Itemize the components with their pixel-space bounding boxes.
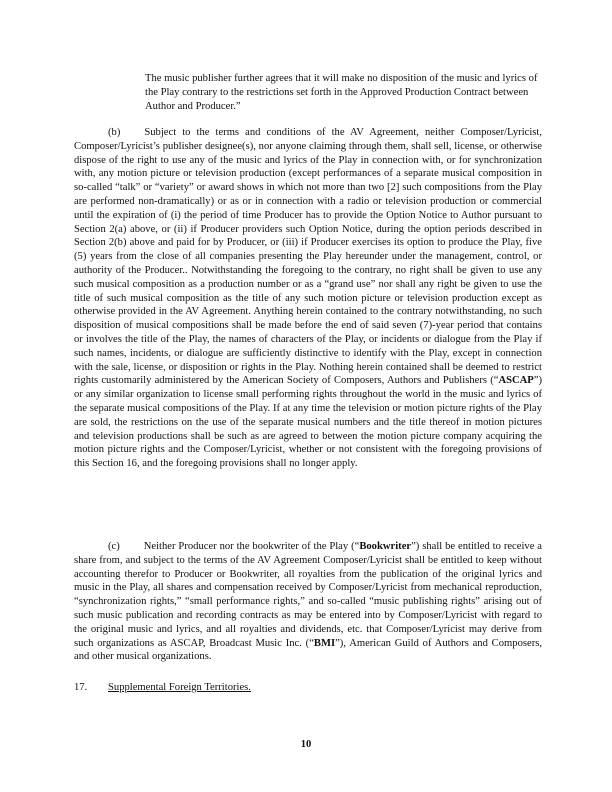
paragraph-c-label: (c): [108, 541, 120, 552]
quoted-paragraph: The music publisher further agrees that it will make no disposition of the music and lyrics of the Play contrary to the restrictions set forth in the Approved Production Contract between Author and Producer.”: [145, 73, 538, 112]
page-number: 10: [300, 739, 312, 750]
section-17-heading: [74, 681, 542, 695]
paragraph-c-text-after: ”), American Guild of Authors and Composers, and other musical organizations.: [74, 637, 543, 663]
paragraph-c-text-before: Neither Producer nor the bookwriter of the Play (“: [143, 541, 360, 552]
bmi-term: BMI: [313, 637, 336, 649]
paragraph-b-text-after: ”) or any similar organization to license small performing rights throughout the world in the music and lyrics of the separate musical compositions of the Play. If at any time the television or motion picture rights of the Play are sold, the restrictions on the use of the separate musical numbers and the title thereof in motion pictures and television productions shall be such as are agreed to between the motion picture company acquiring the motion picture rights and the Composer/Lyricist, whether or not consistent with the foregoing provisions of this Section 16, and the foregoing provisions shall no longer apply.: [74, 375, 542, 470]
ascap-term: ASCAP: [498, 375, 534, 387]
section-17-title: Supplemental Foreign Territories.: [108, 682, 251, 693]
paragraph-b-text: Subject to the terms and conditions of the AV Agreement, neither Composer/Lyricist, Composer/Lyricist’s publisher designee(s), nor anyone claiming through them, shall sell, license, or otherwise dispose of the right to use any of the music and lyrics of the Play in connection with, or for synchronization with, any motion picture or television production (except performances of a separate musical composition in so-called “talk” or “variety” or award shows in which not more than two [2] such compositions from the Play are performed non-dramatically) or as or in connection with a radio or television production or commercial until the expiration of (i) the period of time Producer has to provide the Option Notice to Author pursuant to Section 2(a) above, or (ii) if Producer providers such Option Notice, during the option periods described in Section 2(b) above and paid for by Producer, or (iii) if Producer exercises its option to produce the Play, five (5) years from the close of all companies presenting the Play hereunder under the management, control, or authority of the Producer.. Notwithstanding the foregoing to the contrary, no right shall be given to use any such musical composition as a production number or as a “grand use” nor shall any right be given to use the title of such musical composition as the title of any such motion picture or television production except as otherwise provided in the AV Agreement. Anything herein contained to the contrary notwithstanding, no such disposition of musical compositions shall be made before the end of said seven (7)-year period that contains or involves the title of the Play, the names of characters of the Play, or incidents or dialogue from the Play if such names, incidents, or dialogue are sufficiently distinctive to identify with the Play, except in connection with the sale, license, or disposition or rights in the Play. Nothing herein contained shall be deemed to restrict rights customarily administered by the American Society of Composers, Authors and Publishers (“: [74, 127, 542, 387]
bookwriter-term: Bookwriter: [359, 541, 412, 552]
paragraph-c: [74, 540, 542, 664]
paragraph-b: [74, 126, 542, 471]
section-17-number: 17.: [74, 682, 88, 693]
paragraph-c-text-middle: ”) shall be entitled to receive a share from, and subject to the terms of the AV Agreement Composer/Lyricist shall be entitled to keep without accounting therefor to Producer or Bookwriter, all royalties from the publication of the original lyrics and music in the Play, all shares and compensation received by Composer/Lyricist from mechanical reproduction, “synchronization rights,” “small performance rights,” and so-called “music publishing rights” arising out of such music publication and recording contracts as may be entered into by Composer/Lyricist with regard to the original music and lyrics, and all royalties and dividends, etc. that Composer/Lyricist may derive from such organizations as ASCAP, Broadcast Music Inc. (“: [74, 541, 542, 649]
paragraph-b-label: (b): [108, 127, 121, 138]
